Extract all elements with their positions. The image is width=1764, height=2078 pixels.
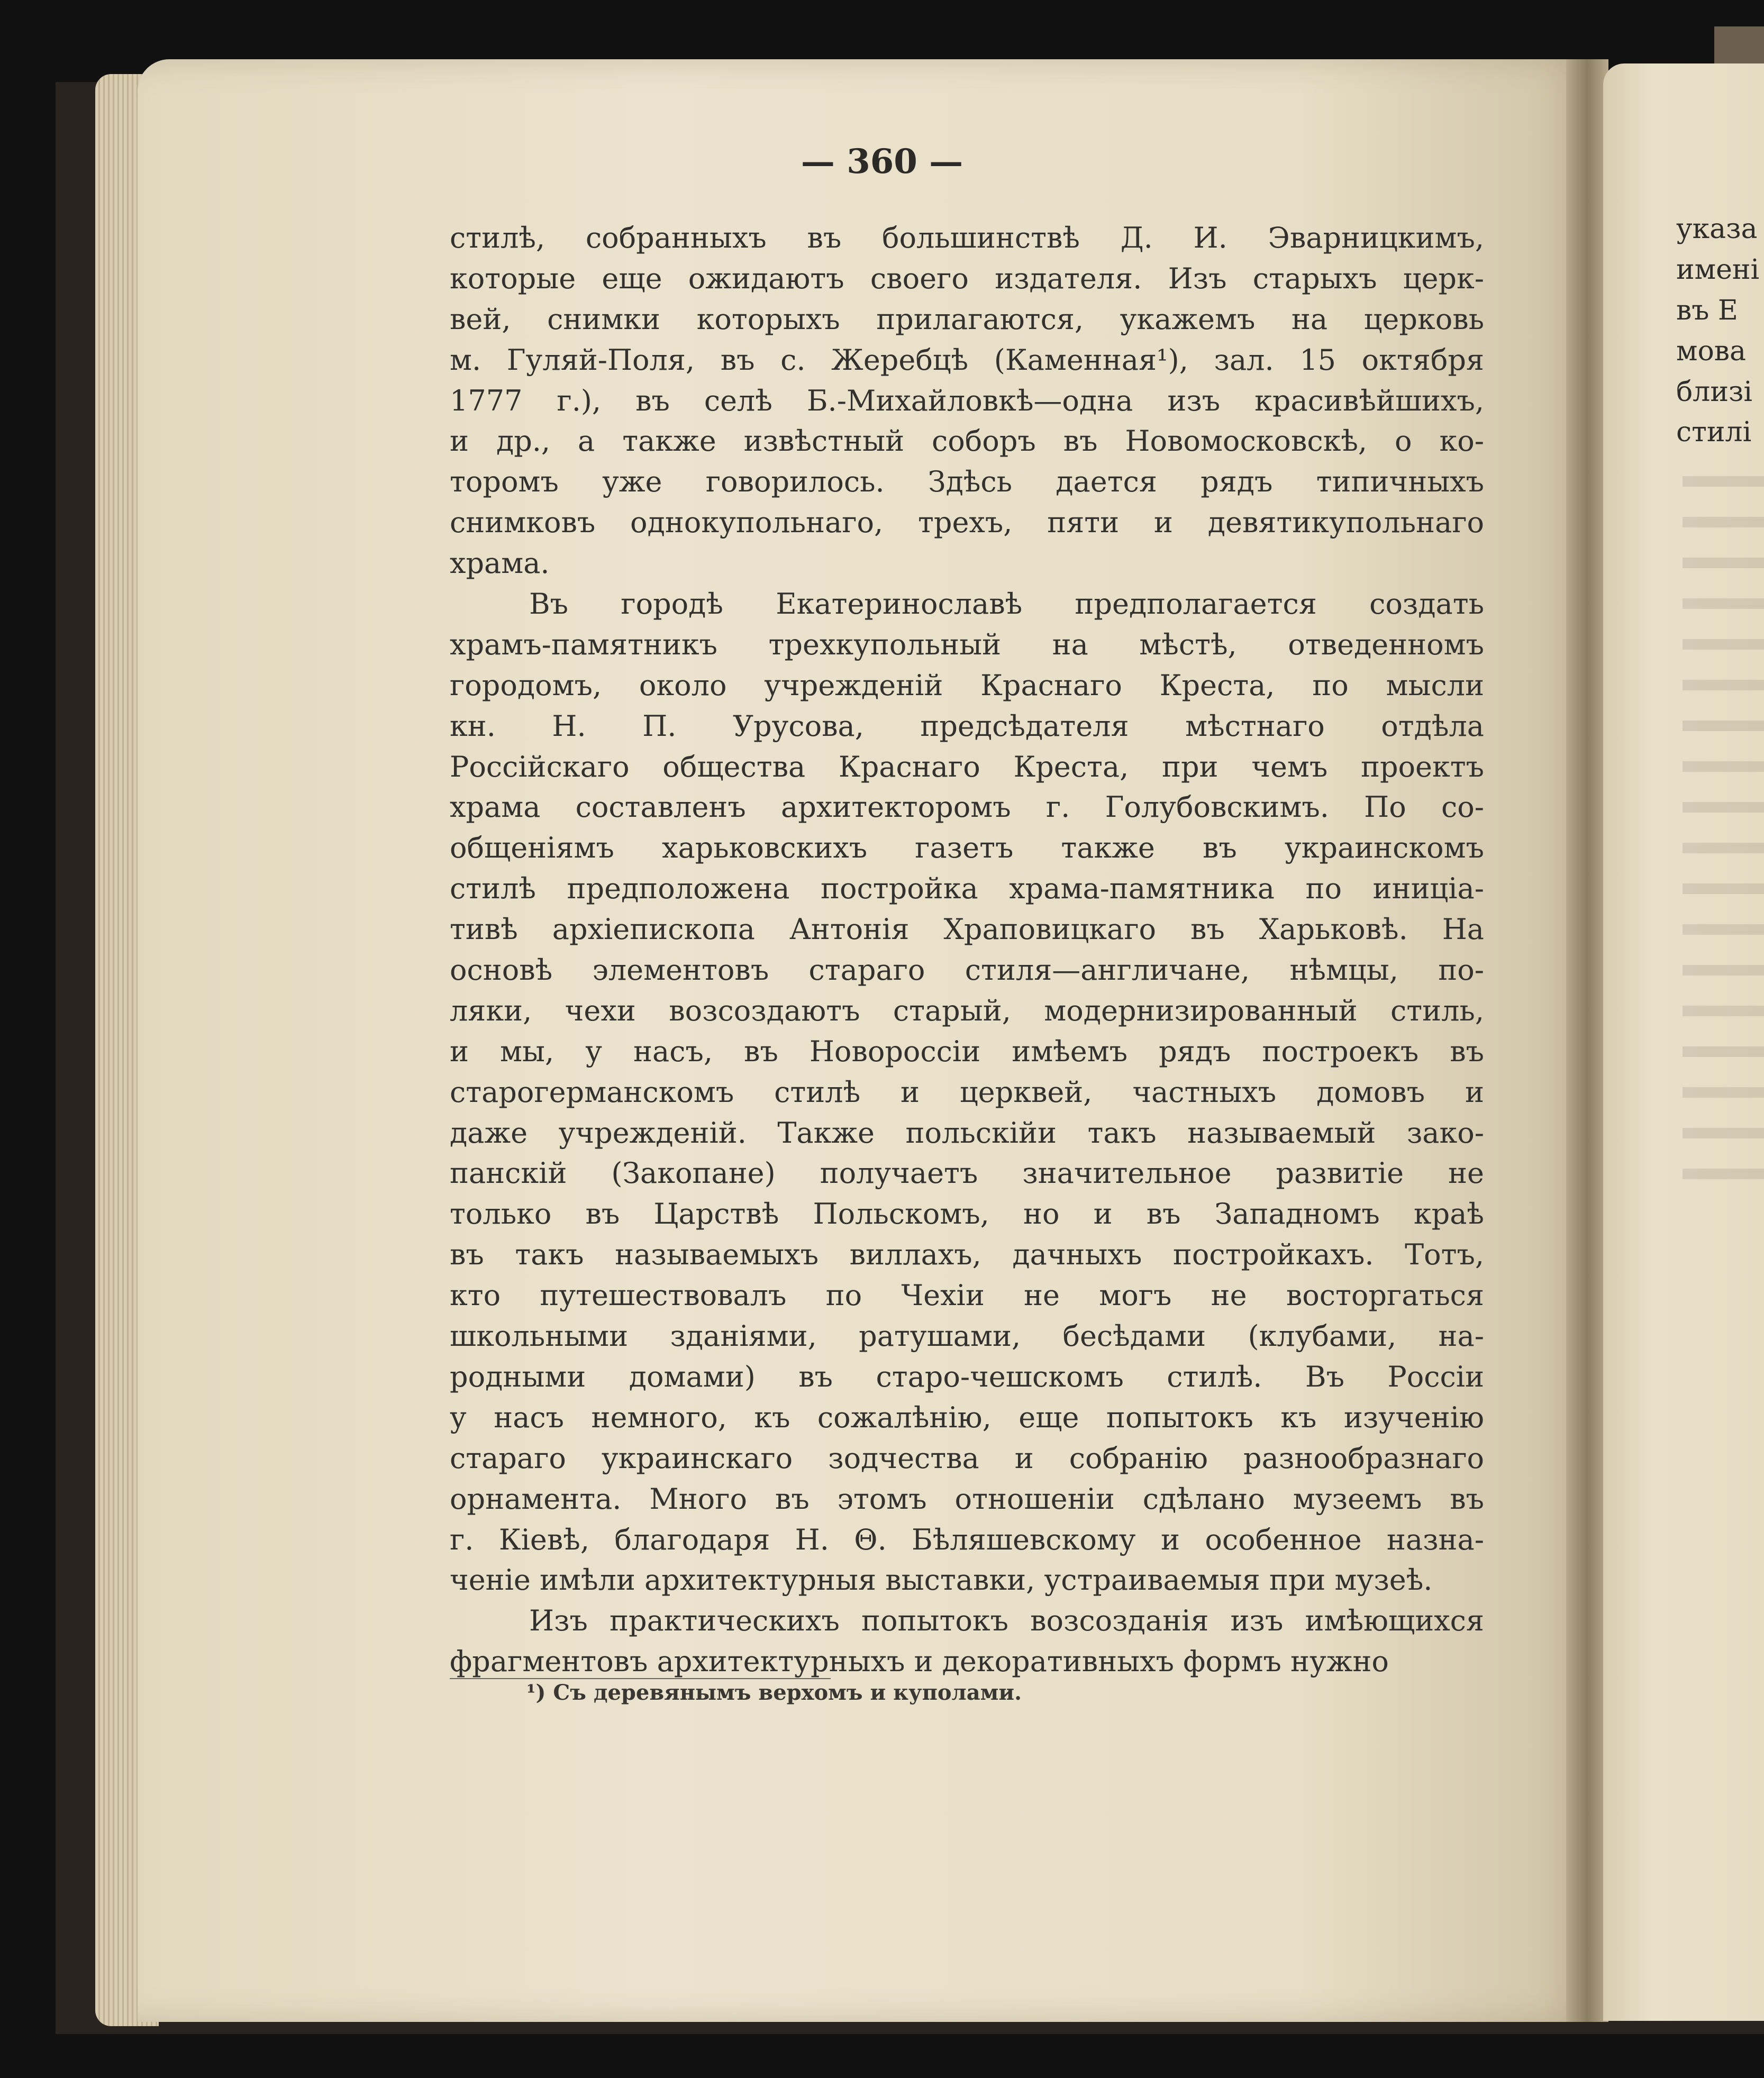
text-line: храма составленъ архитекторомъ г. Голубовскимъ. По со- [450, 790, 1484, 824]
text-line: стилѣ предположена постройка храма-памятника по иниціа- [450, 872, 1484, 906]
text-line: основѣ элементовъ стараго стиля—англичане, нѣмцы, по- [450, 953, 1484, 987]
text-line: общеніямъ харьковскихъ газетъ также въ украинскомъ [450, 831, 1484, 865]
text-line: снимковъ однокупольнаго, трехъ, пяти и девятикупольнаго [450, 506, 1484, 540]
text-line: панскій (Закопане) получаетъ значительное развитіе не [450, 1156, 1484, 1190]
book-spine-edge [1714, 26, 1764, 63]
text-line: только въ Царствѣ Польскомъ, но и въ Западномъ краѣ [450, 1197, 1484, 1231]
text-line: ляки, чехи возсоздаютъ старый, модернизированный стиль, [450, 994, 1484, 1027]
text-line: фрагментовъ архитектурныхъ и декоративныхъ формъ нужно [450, 1645, 1389, 1679]
text-line: Въ городѣ Екатеринославѣ предполагается создать [529, 587, 1484, 621]
text-line: храмъ-памятникъ трехкупольный на мѣстѣ, отведенномъ [450, 627, 1484, 661]
text-line: которые еще ожидаютъ своего издателя. Изъ старыхъ церк- [450, 261, 1484, 295]
text-line: храма. [450, 546, 550, 580]
text-line: школьными зданіями, ратушами, бесѣдами (клубами, на- [450, 1319, 1484, 1353]
page-number: — 360 — [801, 142, 963, 181]
text-line: стилѣ, собранныхъ въ большинствѣ Д. И. Эварницкимъ, [450, 221, 1484, 254]
facing-text-line: стилі [1676, 416, 1752, 449]
facing-text-line: въ Е [1676, 294, 1738, 326]
body-text [450, 218, 1484, 1682]
facing-text-line: указа [1676, 213, 1758, 245]
footnote: ¹) Съ деревянымъ верхомъ и куполами. [526, 1680, 1022, 1705]
text-line: кн. Н. П. Урусова, предсѣдателя мѣстнаго отдѣла [450, 709, 1484, 743]
facing-text-line: мова [1676, 335, 1747, 367]
text-line: городомъ, около учрежденій Краснаго Креста, по мысли [450, 668, 1484, 702]
text-line: въ такъ называемыхъ виллахъ, дачныхъ постройкахъ. Тотъ, [450, 1238, 1484, 1272]
text-line: Изъ практическихъ попытокъ возсозданія изъ имѣющихся [529, 1604, 1484, 1638]
text-line: ченіе имѣли архитектурныя выставки, устраиваемыя при музеѣ. [450, 1563, 1433, 1597]
facing-page-text [1676, 209, 1764, 453]
text-line: вей, снимки которыхъ прилагаются, укажемъ на церковь [450, 302, 1484, 336]
text-line: родными домами) въ старо-чешскомъ стилѣ. Въ Россіи [450, 1360, 1484, 1393]
text-line: Россійскаго общества Краснаго Креста, при чемъ проектъ [450, 750, 1484, 783]
text-line: м. Гуляй-Поля, въ с. Жеребцѣ (Каменная¹), зал. 15 октября [450, 343, 1484, 377]
text-line: стараго украинскаго зодчества и собранію разнообразнаго [450, 1441, 1484, 1475]
text-line: торомъ уже говорилось. Здѣсь дается рядъ типичныхъ [450, 465, 1484, 499]
text-line: старогерманскомъ стилѣ и церквей, частныхъ домовъ и [450, 1075, 1484, 1109]
text-line: и др., а также извѣстный соборъ въ Новомосковскѣ, о ко- [450, 424, 1484, 458]
text-line: даже учрежденій. Также польскійи такъ называемый зако- [450, 1116, 1484, 1150]
facing-text-line: имені [1676, 253, 1760, 286]
text-line: и мы, у насъ, въ Новороссіи имѣемъ рядъ построекъ въ [450, 1034, 1484, 1068]
text-line: у насъ немного, къ сожалѣнію, еще попытокъ къ изученію [450, 1400, 1484, 1434]
facing-text-line: близі [1676, 376, 1752, 408]
text-line: г. Кіевѣ, благодаря Н. Θ. Бѣляшевскому и особенное назна- [450, 1523, 1484, 1556]
text-line: 1777 г.), въ селѣ Б.-Михайловкѣ—одна изъ красивѣйшихъ, [450, 384, 1484, 417]
book-gutter [1566, 59, 1608, 2022]
text-line: кто путешествовалъ по Чехіи не могъ не восторгаться [450, 1279, 1484, 1313]
text-line: тивѣ архіепископа Антонія Храповицкаго въ Харьковѣ. На [450, 913, 1484, 946]
text-line: орнамента. Много въ этомъ отношеніи сдѣлано музеемъ въ [450, 1482, 1484, 1516]
show-through-text [1683, 455, 1764, 1196]
